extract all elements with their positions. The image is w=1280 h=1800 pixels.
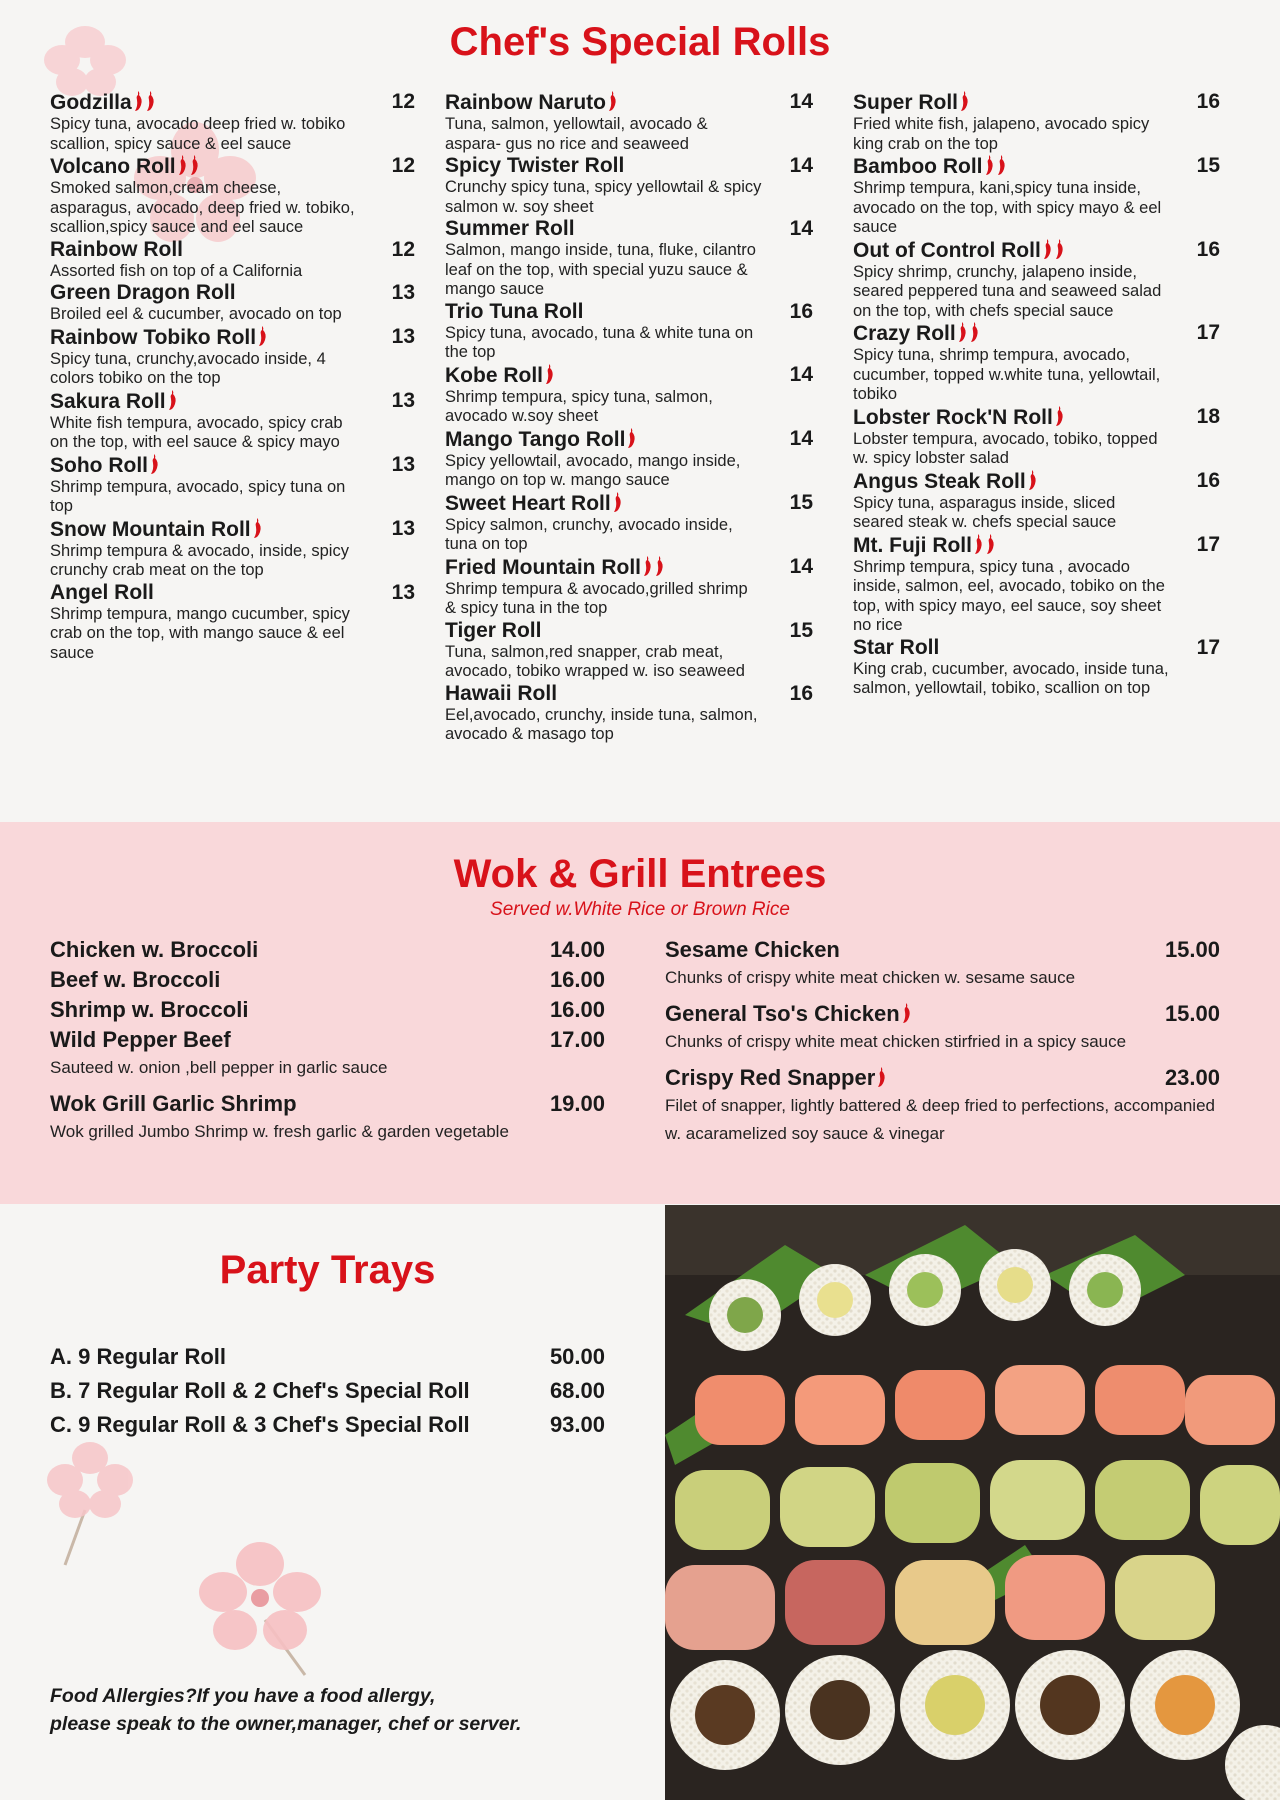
chili-pepper-icon (607, 90, 618, 112)
roll-description: Assorted fish on top of a California (50, 261, 303, 280)
roll-item (50, 154, 415, 238)
roll-description: Spicy yellowtail, avocado, mango inside, mango on top w. mango sauce (445, 451, 741, 489)
entree-name: Wok Grill Garlic Shrimp (50, 1091, 297, 1116)
roll-price: 12 (391, 154, 415, 177)
roll-price: 18 (1196, 404, 1220, 428)
roll-name: Fried Mountain Roll (445, 555, 813, 580)
roll-price: 13 (391, 388, 415, 412)
roll-description: Crunchy spicy tuna, spicy yellowtail & spicy salmon w. soy sheet (445, 178, 762, 216)
roll-name: Rainbow Roll (50, 237, 183, 261)
roll-price: 15 (789, 490, 813, 514)
roll-description: Broiled eel & cucumber, avocado on top (50, 305, 342, 323)
roll-description: Tuna, salmon,red snapper, crab meat, avocado, tobiko wrapped w. iso seaweed (445, 642, 745, 680)
roll-name: Snow Mountain Roll (50, 517, 415, 542)
roll-price: 17 (1196, 532, 1220, 556)
roll-price: 16 (789, 299, 813, 323)
roll-description: Eel,avocado, crunchy, inside tuna, salmon, avocado & masago top (445, 705, 758, 743)
entree-price: 19.00 (549, 1091, 605, 1116)
roll-description: Shrimp tempura & avocado, inside, spicy crunchy crab meat on the top (50, 541, 349, 579)
wok-column-left (50, 938, 605, 1156)
party-tray-price: 93.00 (549, 1412, 605, 1437)
entree-description: Wok grilled Jumbo Shrimp w. fresh garlic & garden vegetable (50, 1122, 509, 1141)
roll-description: Shrimp tempura, spicy tuna , avocado inside, salmon, eel, avocado, tobiko on the top, with spicy mayo, eel sauce, soy sheet no rice (853, 557, 1165, 634)
entree-name: Chicken w. Broccoli (50, 937, 259, 962)
party-trays-list (50, 1340, 605, 1442)
roll-item (853, 533, 1220, 636)
tuna-rolls (665, 1555, 1215, 1650)
entree-price: 15.00 (1164, 937, 1220, 962)
roll-description: Shrimp tempura, avocado, spicy tuna on top (50, 477, 346, 515)
roll-name: Angel Roll (50, 580, 154, 604)
allergy-line: please speak to the owner,manager, chef or server. (50, 1713, 522, 1735)
chili-pepper-icon (969, 321, 980, 343)
entree-price: 16.00 (549, 967, 605, 992)
roll-price: 14 (789, 90, 813, 113)
roll-description: Spicy tuna, avocado deep fried w. tobiko scallion, spicy sauce & eel sauce (50, 115, 346, 153)
roll-price: 17 (1196, 635, 1220, 659)
roll-price: 13 (391, 452, 415, 476)
roll-name: Bamboo Roll (853, 154, 1220, 179)
roll-name: Trio Tuna Roll (445, 299, 584, 323)
entree-item (665, 1066, 1220, 1148)
roll-item (853, 321, 1220, 405)
party-tray-item (50, 1374, 605, 1408)
chili-pepper-icon (654, 555, 665, 577)
chili-pepper-icon (1054, 405, 1065, 427)
roll-item (853, 469, 1220, 533)
party-tray-item (50, 1340, 605, 1374)
roll-description: Spicy tuna, crunchy,avocado inside, 4 colors tobiko on the top (50, 349, 326, 387)
roll-price: 15 (789, 618, 813, 642)
entree-name: General Tso's Chicken (665, 1002, 1220, 1026)
entree-price: 14.00 (549, 937, 605, 962)
roll-name: Tiger Roll (445, 618, 542, 642)
roll-name: Summer Roll (445, 217, 575, 240)
entree-price: 16.00 (549, 997, 605, 1022)
roll-item (50, 453, 415, 517)
chili-pepper-icon (901, 1002, 912, 1024)
roll-price: 13 (391, 580, 415, 604)
entree-description: Chunks of crispy white meat chicken w. sesame sauce (665, 968, 1076, 987)
entree-description: Filet of snapper, lightly battered & deep fried to perfections, accompanied w. acaramelized soy sauce & vinegar (665, 1096, 1215, 1143)
roll-item (445, 90, 813, 154)
roll-item (445, 491, 813, 555)
chili-pepper-icon (177, 154, 188, 176)
roll-description: Shrimp tempura, spicy tuna, salmon, avocado w.soy sheet (445, 387, 713, 425)
roll-name: Angus Steak Roll (853, 469, 1220, 494)
roll-item (445, 363, 813, 427)
chili-pepper-icon (959, 90, 970, 112)
roll-name: Spicy Twister Roll (445, 154, 625, 177)
roll-price: 14 (789, 362, 813, 386)
entree-price: 23.00 (1164, 1065, 1220, 1090)
chili-pepper-icon (1027, 469, 1038, 491)
chili-pepper-icon (189, 154, 200, 176)
rolls-column-3 (853, 90, 1220, 699)
roll-description: Spicy salmon, crunchy, avocado inside, tuna on top (445, 515, 733, 553)
roll-name: Rainbow Naruto (445, 90, 813, 115)
sushi-tray-photo (665, 1205, 1280, 1800)
chili-pepper-icon (149, 453, 160, 475)
allergy-notice (50, 1682, 590, 1738)
roll-price: 14 (789, 554, 813, 578)
chili-pepper-icon (996, 154, 1007, 176)
roll-item (50, 325, 415, 389)
rolls-column-1 (50, 90, 415, 663)
roll-name: Soho Roll (50, 453, 415, 478)
entree-name: Beef w. Broccoli (50, 967, 221, 992)
roll-description: Spicy tuna, shrimp tempura, avocado, cucumber, topped w.white tuna, yellowtail, tobiko (853, 346, 1161, 403)
wok-subtitle: Served w.White Rice or Brown Rice (490, 899, 790, 920)
entree-item (50, 1092, 605, 1146)
entree-item (50, 938, 605, 962)
roll-item (50, 238, 415, 282)
roll-item (50, 389, 415, 453)
roll-description: Spicy tuna, avocado, tuna & white tuna on the top (445, 323, 754, 361)
party-trays-title: Party Trays (219, 1248, 436, 1292)
roll-price: 16 (1196, 468, 1220, 492)
entree-item (665, 1002, 1220, 1056)
wok-column-right (665, 938, 1220, 1158)
chili-pepper-icon (544, 363, 555, 385)
roll-name: Green Dragon Roll (50, 281, 236, 304)
roll-description: Tuna, salmon, yellowtail, avocado & aspara- gus no rice and seaweed (445, 115, 708, 153)
roll-name: Volcano Roll (50, 154, 415, 179)
roll-name: Kobe Roll (445, 363, 813, 388)
roll-price: 15 (1196, 154, 1220, 177)
party-tray-price: 50.00 (549, 1344, 605, 1369)
roll-item (445, 682, 813, 745)
roll-name: Sweet Heart Roll (445, 491, 813, 516)
roll-item (853, 154, 1220, 238)
party-tray-name: C. 9 Regular Roll & 3 Chef's Special Roll (50, 1412, 470, 1437)
roll-description: Shrimp tempura & avocado,grilled shrimp & spicy tuna in the top (445, 579, 748, 617)
party-tray-name: A. 9 Regular Roll (50, 1344, 227, 1369)
roll-price: 13 (391, 516, 415, 540)
roll-price: 14 (789, 154, 813, 177)
entree-item (50, 998, 605, 1022)
roll-price: 12 (391, 90, 415, 113)
chili-pepper-icon (167, 389, 178, 411)
roll-name: Star Roll (853, 635, 940, 659)
roll-item (445, 300, 813, 363)
roll-name: Lobster Rock'N Roll (853, 405, 1220, 430)
roll-price: 13 (391, 324, 415, 348)
roll-description: Fried white fish, jalapeno, avocado spicy king crab on the top (853, 115, 1150, 153)
roll-item (445, 619, 813, 682)
roll-description: King crab, cucumber, avocado, inside tuna, salmon, yellowtail, tobiko, scallion on top (853, 659, 1169, 697)
roll-item (853, 405, 1220, 469)
rolls-column-2 (445, 90, 813, 745)
entree-name: Shrimp w. Broccoli (50, 997, 249, 1022)
chili-pepper-icon (985, 533, 996, 555)
wok-title: Wok & Grill Entrees (453, 852, 827, 896)
cherry-blossom-icon (45, 1440, 135, 1570)
roll-price: 16 (789, 681, 813, 705)
roll-item (445, 427, 813, 491)
roll-name: Rainbow Tobiko Roll (50, 325, 415, 350)
entree-name: Sesame Chicken (665, 937, 840, 962)
entree-name: Wild Pepper Beef (50, 1027, 231, 1052)
roll-description: Shrimp tempura, mango cucumber, spicy crab on the top, with mango sauce & eel sauce (50, 604, 350, 662)
roll-description: Shrimp tempura, kani,spicy tuna inside, avocado on the top, with spicy mayo & eel sauce (853, 179, 1162, 236)
entree-item (50, 1028, 605, 1082)
party-tray-name: B. 7 Regular Roll & 2 Chef's Special Roll (50, 1378, 470, 1403)
roll-name: Hawaii Roll (445, 681, 558, 705)
chili-pepper-icon (876, 1066, 887, 1088)
roll-item (445, 217, 813, 300)
roll-price: 16 (1196, 237, 1220, 261)
roll-name: Super Roll (853, 90, 1220, 115)
party-tray-item (50, 1408, 605, 1442)
roll-name: Crazy Roll (853, 321, 1220, 346)
chili-pepper-icon (252, 517, 263, 539)
roll-name: Mt. Fuji Roll (853, 533, 1220, 558)
chili-pepper-icon (257, 325, 268, 347)
roll-description: Salmon, mango inside, tuna, fluke, cilantro leaf on the top, with special yuzu sauce & mango sauce (445, 241, 756, 298)
chili-pepper-icon (612, 491, 623, 513)
entree-name: Crispy Red Snapper (665, 1066, 1220, 1090)
chili-pepper-icon (1054, 238, 1065, 260)
roll-item (853, 238, 1220, 322)
roll-item (50, 90, 415, 154)
roll-item (50, 281, 415, 325)
entree-item (50, 968, 605, 992)
entree-price: 17.00 (549, 1027, 605, 1052)
roll-name: Mango Tango Roll (445, 427, 813, 452)
roll-item (445, 555, 813, 619)
roll-price: 16 (1196, 90, 1220, 113)
chili-pepper-icon (642, 555, 653, 577)
chili-pepper-icon (984, 154, 995, 176)
roll-item (50, 517, 415, 581)
roll-name: Out of Control Roll (853, 238, 1220, 263)
entree-item (665, 938, 1220, 992)
roll-description: Lobster tempura, avocado, tobiko, topped w. spicy lobster salad (853, 429, 1158, 467)
roll-item (853, 90, 1220, 154)
entree-description: Sauteed w. onion ,bell pepper in garlic sauce (50, 1058, 388, 1077)
cherry-blossom-icon (195, 1540, 325, 1680)
chili-pepper-icon (133, 90, 144, 112)
roll-name: Godzilla (50, 90, 415, 115)
wok-grill-section (0, 822, 1280, 1204)
roll-item (50, 581, 415, 664)
chili-pepper-icon (973, 533, 984, 555)
roll-description: White fish tempura, avocado, spicy crab on the top, with eel sauce & spicy mayo (50, 413, 343, 451)
allergy-line: Food Allergies?If you have a food allergy, (50, 1685, 436, 1707)
roll-item (853, 636, 1220, 699)
roll-description: Smoked salmon,cream cheese, asparagus, avocado, deep fried w. tobiko, scallion,spicy sauce and eel sauce (50, 179, 355, 236)
roll-price: 13 (391, 281, 415, 304)
roll-price: 17 (1196, 321, 1220, 344)
chili-pepper-icon (145, 90, 156, 112)
chili-pepper-icon (957, 321, 968, 343)
entree-description: Chunks of crispy white meat chicken stirfried in a spicy sauce (665, 1032, 1127, 1051)
roll-name: Sakura Roll (50, 389, 415, 414)
roll-price: 12 (391, 237, 415, 261)
roll-item (445, 154, 813, 217)
roll-description: Spicy shrimp, crunchy, jalapeno inside, seared peppered tuna and seaweed salad on the top, with chefs special sauce (853, 262, 1162, 320)
roll-price: 14 (789, 217, 813, 240)
chili-pepper-icon (1042, 238, 1053, 260)
roll-description: Spicy tuna, asparagus inside, sliced seared steak w. chefs special sauce (853, 493, 1117, 531)
chili-pepper-icon (626, 427, 637, 449)
entree-price: 15.00 (1164, 1001, 1220, 1026)
party-tray-price: 68.00 (549, 1378, 605, 1403)
special-rolls-title: Chef's Special Rolls (449, 20, 831, 64)
roll-price: 14 (789, 426, 813, 450)
